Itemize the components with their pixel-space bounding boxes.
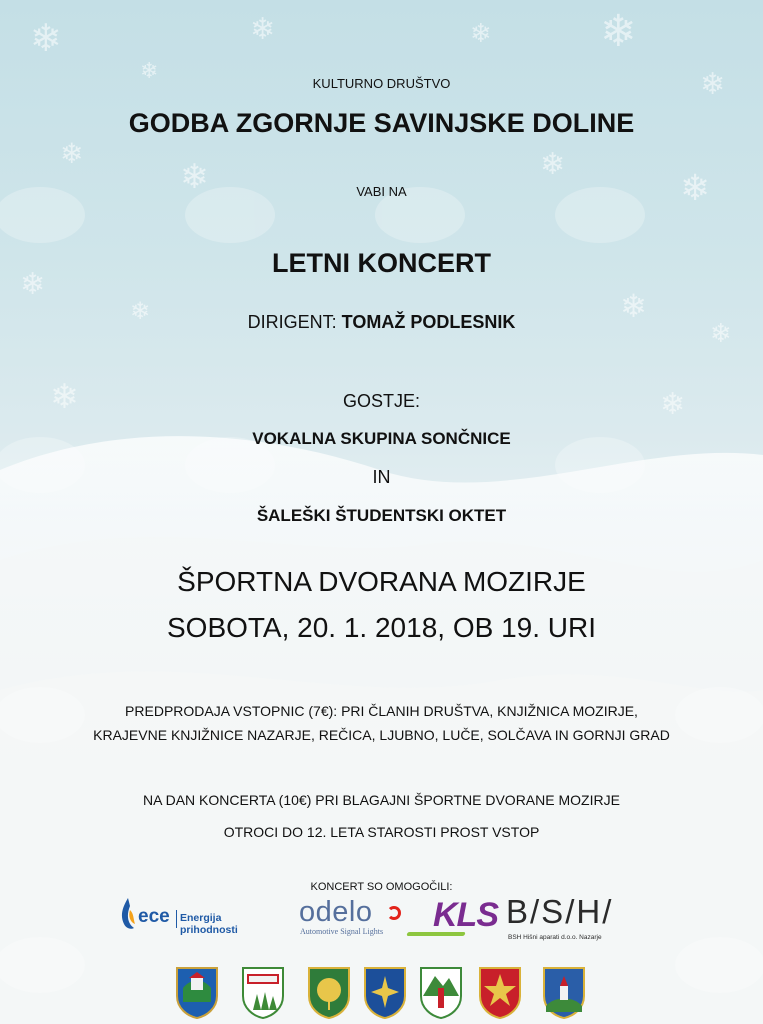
guests-label: GOSTJE: (342, 391, 420, 411)
snowflake-icon: ❄ (680, 167, 711, 208)
bsh-logo (506, 893, 646, 943)
ece-tagline: Energija prihodnosti (180, 912, 238, 936)
snowflake-icon: ❄ (180, 158, 209, 196)
odelo-logo (299, 896, 411, 940)
ece-flame-icon (118, 896, 138, 932)
ece-wordmark: ece (138, 906, 170, 927)
presale-line-1: PREDPRODAJA VSTOPNIC (7€): PRI ČLANIH DRUŠTVA, KNJIŽNICA MOZIRJE, (125, 703, 638, 719)
bsh-tagline: BSH Hišni aparati d.o.o. Nazarje (508, 934, 602, 941)
snowflake-icon: ❄ (700, 68, 726, 101)
odelo-wordmark: odelo (299, 896, 373, 928)
municipality-crest-trees-icon (241, 966, 285, 1020)
presale-line-2: KRAJEVNE KNJIŽNICE NAZARJE, REČICA, LJUBNO, LUČE, SOLČAVA IN GORNJI GRAD (93, 727, 670, 743)
snowflake-icon: ❄ (470, 18, 492, 48)
snowflake-icon: ❄ (540, 148, 566, 181)
snowflake-icon: ❄ (250, 13, 276, 46)
kls-wordmark: KLS (433, 896, 498, 934)
snowflake-icon: ❄ (60, 138, 84, 169)
snowflake-icon: ❄ (600, 7, 637, 56)
snowflake-icon: ❄ (30, 18, 62, 60)
municipality-crest-redstar-icon (478, 966, 522, 1020)
municipality-crest-mountain-icon (419, 966, 463, 1020)
snowflake-icon: ❄ (130, 298, 151, 325)
door-sale: NA DAN KONCERTA (10€) PRI BLAGAJNI ŠPORTNE DVORANE MOZIRJE (143, 792, 620, 808)
snowflake-icon: ❄ (50, 378, 79, 416)
snowflake-icon: ❄ (660, 388, 686, 421)
conductor-name: TOMAŽ PODLESNIK (341, 312, 516, 332)
municipality-crest-tree-icon (307, 966, 351, 1020)
kls-logo (407, 896, 498, 940)
bsh-wordmark: B/S/H/ (506, 893, 614, 930)
snowflake-icon: ❄ (140, 58, 159, 83)
snowflake-icon: ❄ (710, 318, 732, 348)
conductor-label: DIRIGENT: (247, 312, 337, 332)
invite-text: VABI NA (356, 184, 407, 199)
odelo-tagline: Automotive Signal Lights (300, 927, 384, 936)
municipality-crest-star-icon (363, 966, 407, 1020)
snowflake-icon: ❄ (20, 268, 46, 301)
odelo-mark-icon (387, 906, 401, 920)
guests-join: IN (372, 467, 391, 487)
guest-1: VOKALNA SKUPINA SONČNICE (252, 429, 511, 448)
event-datetime: SOBOTA, 20. 1. 2018, OB 19. URI (166, 612, 596, 643)
municipality-crest-castle-icon (175, 966, 219, 1020)
snowflake-icon: ❄ (620, 288, 647, 324)
ece-divider (176, 910, 177, 928)
conductor-line (0, 312, 763, 333)
ece-logo (118, 896, 278, 934)
children-entry: OTROCI DO 12. LETA STAROSTI PROST VSTOP (223, 824, 540, 840)
venue: ŠPORTNA DVORANA MOZIRJE (177, 566, 586, 597)
municipality-crest-church-icon (542, 966, 586, 1020)
guest-2: ŠALEŠKI ŠTUDENTSKI OKTET (256, 506, 507, 525)
event-title: LETNI KONCERT (272, 248, 491, 278)
sponsors-label: KONCERT SO OMOGOČILI: (310, 881, 453, 893)
society-label: KULTURNO DRUŠTVO (312, 76, 451, 91)
society-name: GODBA ZGORNJE SAVINJSKE DOLINE (128, 108, 635, 138)
